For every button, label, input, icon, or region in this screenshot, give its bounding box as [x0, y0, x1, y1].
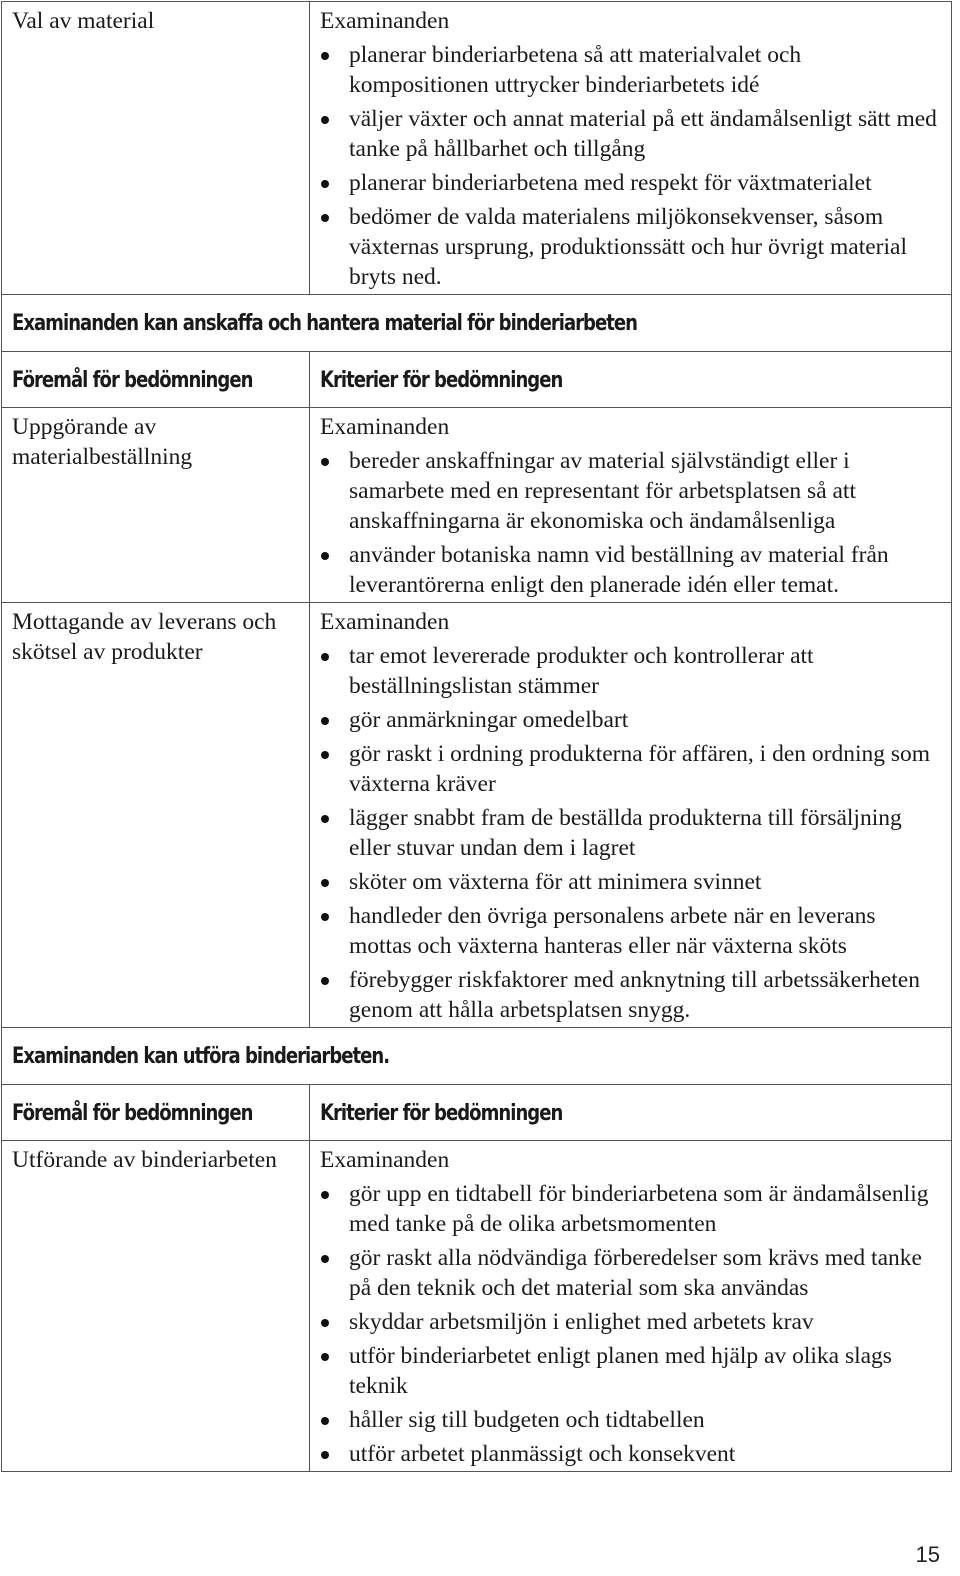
list-item: utför binderiarbetet enligt planen med hjälp av olika slags teknik	[320, 1341, 941, 1401]
list-item: skyddar arbetsmiljön i enlighet med arbetets krav	[320, 1307, 941, 1337]
subject-cell: Val av material	[2, 2, 310, 295]
criteria-cell	[310, 1141, 952, 1472]
criteria-cell	[310, 603, 952, 1028]
list-item: utför arbetet planmässigt och konsekvent	[320, 1439, 941, 1469]
section-heading-row	[2, 295, 952, 352]
subject-cell: Utförande av binderiarbeten	[2, 1141, 310, 1472]
list-item: tar emot levererade produkter och kontrollerar att beställningslistan stämmer	[320, 641, 941, 701]
criteria-lead: Examinanden	[320, 1147, 450, 1173]
subject-cell: Mottagande av leverans och skötsel av produkter	[2, 603, 310, 1028]
table-row	[2, 1141, 952, 1472]
list-item: använder botaniska namn vid beställning av material från leverantörerna enligt den planerade idén eller temat.	[320, 540, 941, 600]
list-item: gör raskt alla nödvändiga förberedelser som krävs med tanke på den teknik och det material som ska användas	[320, 1243, 941, 1303]
list-item: gör anmärkningar omedelbart	[320, 705, 941, 735]
list-item: planerar binderiarbetena så att materialvalet och kompositionen uttrycker binderiarbetets idé	[320, 40, 941, 100]
list-item: bedömer de valda materialens miljökonsekvenser, såsom växternas ursprung, produktionssätt och hur övrigt material bryts ned.	[320, 202, 941, 292]
list-item: gör raskt i ordning produkterna för affären, i den ordning som växterna kräver	[320, 739, 941, 799]
list-item: lägger snabbt fram de beställda produkterna till försäljning eller stuvar undan dem i lagret	[320, 803, 941, 863]
table-row	[2, 2, 952, 295]
column-header-criteria: Kriterier för bedömningen	[310, 352, 952, 408]
page-number: 15	[915, 1542, 940, 1567]
list-item: förebygger riskfaktorer med anknytning till arbetssäkerheten genom att hålla arbetsplatsen snygg.	[320, 965, 941, 1025]
criteria-cell	[310, 408, 952, 603]
criteria-list	[320, 1179, 941, 1469]
criteria-lead: Examinanden	[320, 609, 450, 635]
criteria-list	[320, 641, 941, 1025]
criteria-cell	[310, 2, 952, 295]
column-header-row	[2, 352, 952, 408]
column-header-row	[2, 1085, 952, 1141]
section-heading: Examinanden kan anskaffa och hantera material för binderiarbeten	[2, 295, 952, 352]
list-item: bereder anskaffningar av material självständigt eller i samarbete med en representant för arbetsplatsen så att anskaffningarna är ekonomiska och ändamålsenliga	[320, 446, 941, 536]
section-heading: Examinanden kan utföra binderiarbeten.	[2, 1028, 952, 1085]
criteria-lead: Examinanden	[320, 8, 450, 34]
table-row	[2, 603, 952, 1028]
column-header-criteria: Kriterier för bedömningen	[310, 1085, 952, 1141]
list-item: handleder den övriga personalens arbete när en leverans mottas och växterna hanteras eller när växterna sköts	[320, 901, 941, 961]
table-row	[2, 408, 952, 603]
list-item: sköter om växterna för att minimera svinnet	[320, 867, 941, 897]
criteria-lead: Examinanden	[320, 414, 450, 440]
assessment-table	[1, 1, 952, 1472]
list-item: håller sig till budgeten och tidtabellen	[320, 1405, 941, 1435]
column-header-subject: Föremål för bedömningen	[2, 1085, 310, 1141]
list-item: gör upp en tidtabell för binderiarbetena som är ändamålsenlig med tanke på de olika arbetsmomenten	[320, 1179, 941, 1239]
subject-cell: Uppgörande av materialbeställning	[2, 408, 310, 603]
column-header-subject: Föremål för bedömningen	[2, 352, 310, 408]
list-item: planerar binderiarbetena med respekt för växtmaterialet	[320, 168, 941, 198]
list-item: väljer växter och annat material på ett ändamålsenligt sätt med tanke på hållbarhet och tillgång	[320, 104, 941, 164]
criteria-list	[320, 446, 941, 600]
criteria-list	[320, 40, 941, 292]
section-heading-row	[2, 1028, 952, 1085]
